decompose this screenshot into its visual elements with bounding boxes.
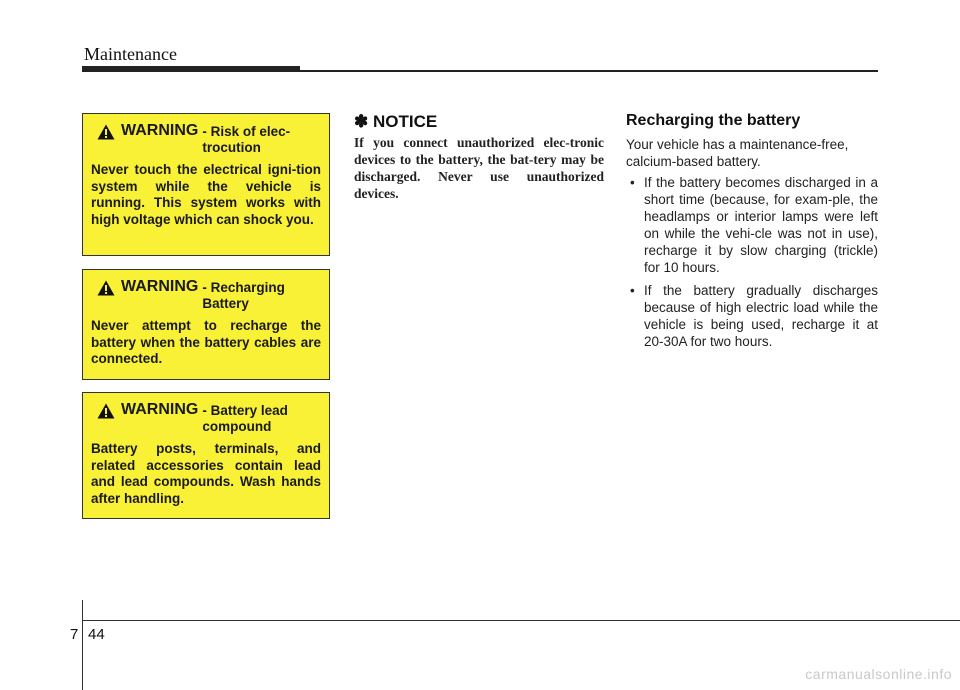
recharging-list xyxy=(626,174,878,356)
header-rule-thick xyxy=(82,66,300,72)
warning-box-electrocution xyxy=(82,113,330,256)
notice-body: If you connect unauthorized elec-tronic devices to the battery, the bat-tery may be discharged. Never use unauthorized devices. xyxy=(354,135,604,201)
list-item-text: If the battery becomes discharged in a short time (because, for exam-ple, the headlamps or interior lamps were left on while the vehi-cle was not in use), recharge it by slow charging (trickle) for 10 hours. xyxy=(644,175,878,275)
warning-subtitle: - Risk of elec- trocution xyxy=(202,124,291,155)
page-header-title: Maintenance xyxy=(84,44,177,64)
chapter-number: 7 xyxy=(70,626,79,643)
warning-header xyxy=(91,278,321,312)
warning-body: Never touch the electrical igni-tion system while the vehicle is running. This system works with high voltage which can shock you. xyxy=(91,162,321,227)
warning-label: WARNING xyxy=(121,401,199,418)
list-item-text: If the battery gradually discharges because of high electric load while the vehicle is being used, recharge it at 20-30A for two hours. xyxy=(644,283,878,349)
watermark: carmanualsonline.info xyxy=(805,666,952,682)
warning-body: Never attempt to recharge the battery when the battery cables are connected. xyxy=(91,318,321,366)
list-item xyxy=(626,282,878,350)
section-intro: Your vehicle has a maintenance-free, calcium-based battery. xyxy=(626,137,849,169)
warning-header xyxy=(91,122,321,156)
section-title-recharging: Recharging the battery xyxy=(626,112,801,129)
warning-triangle-icon xyxy=(97,280,115,296)
footer-divider xyxy=(82,600,83,690)
warning-box-battery-lead xyxy=(82,392,330,519)
bullet-icon: • xyxy=(630,283,635,298)
warning-label: WARNING xyxy=(121,278,199,295)
warning-subtitle: - Recharging Battery xyxy=(202,280,285,311)
warning-body: Battery posts, terminals, and related accessories contain lead and lead compounds. Wash hands after handling. xyxy=(91,441,321,506)
warning-label: WARNING xyxy=(121,122,199,139)
warning-triangle-icon xyxy=(97,124,115,140)
header-rule-thin xyxy=(300,70,878,72)
warning-triangle-icon xyxy=(97,403,115,419)
page-number: 44 xyxy=(88,626,105,643)
bullet-icon: • xyxy=(630,175,635,190)
warning-box-recharging-battery xyxy=(82,269,330,380)
list-item xyxy=(626,174,878,276)
notice-title: ✽ NOTICE xyxy=(354,112,438,131)
warning-header xyxy=(91,401,321,435)
warning-subtitle: - Battery lead compound xyxy=(202,403,288,434)
footer-rule xyxy=(82,620,960,621)
